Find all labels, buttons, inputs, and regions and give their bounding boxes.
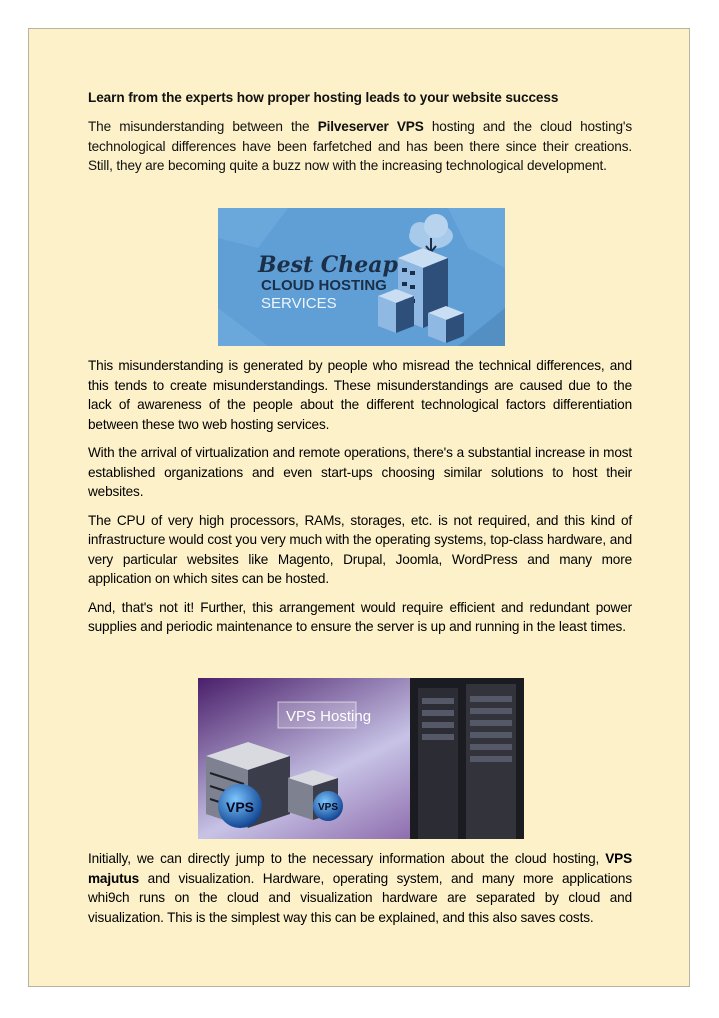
paragraph-2: This misunderstanding is generated by people who misread the technical differences, and this tends to create misunderstandings. These misunderstandings are caused due to the lack of awareness of the people about the different technological factors differentiation between these two web hosting services. <box>88 358 632 432</box>
vps-badge-1: VPS <box>226 799 255 815</box>
vps-hosting-illustration <box>198 678 524 839</box>
banner-line-2: CLOUD HOSTING <box>261 277 387 294</box>
banner-line-3: SERVICES <box>261 295 337 312</box>
content-top <box>88 89 632 185</box>
pilveserver-vps-link[interactable]: Pilveserver VPS <box>317 119 424 134</box>
document-page <box>28 28 690 987</box>
paragraph-1-text-a: The misunderstanding between the <box>88 119 318 134</box>
vps-hosting-image <box>198 678 524 839</box>
content-middle <box>88 356 632 646</box>
vps-majutus-link[interactable]: VPS majutus <box>88 851 632 886</box>
paragraph-6-text-a: Initially, we can directly jump to the necessary information about the cloud hosting, <box>88 851 606 866</box>
paragraph-4: The CPU of very high processors, RAMs, storages, etc. is not required, and this kind of infrastructure would cost you very much with the operating systems, top-class hardware, and very particular websites like Magento, Drupal, Joomla, WordPress and many more application on which sites can be hosted. <box>88 512 632 586</box>
page-heading: Learn from the experts how proper hosting leads to your website success <box>88 90 559 105</box>
paragraph-1 <box>88 117 632 176</box>
paragraph-6 <box>88 849 632 927</box>
cloud-hosting-image <box>218 208 505 346</box>
paragraph-1-text-b: hosting and the cloud hosting's technological differences have been farfetched and has been there since their creations. Still, they are becoming quite a buzz now with the increasing technological development. <box>88 119 632 173</box>
paragraph-3: With the arrival of virtualization and remote operations, there's a substantial increase in most established organizations and even start-ups choosing similar solutions to host their websites. <box>88 445 632 499</box>
vps-badge-2: VPS <box>318 802 339 813</box>
paragraph-6-text-b: and visualization. Hardware, operating system, and many more applications whi9ch runs on the cloud and visualization hardware are separated by cloud and visualization. This is the simplest way this can be explained, and this also saves costs. <box>88 870 632 925</box>
vps-hosting-label: VPS Hosting <box>286 708 372 725</box>
content-bottom <box>88 849 632 936</box>
cloud-hosting-illustration <box>218 208 505 346</box>
banner-line-1: Best Cheap <box>258 252 398 278</box>
paragraph-5: And, that's not it! Further, this arrangement would require efficient and redundant power supplies and periodic maintenance to ensure the server is up and running in the least times. <box>88 599 632 634</box>
